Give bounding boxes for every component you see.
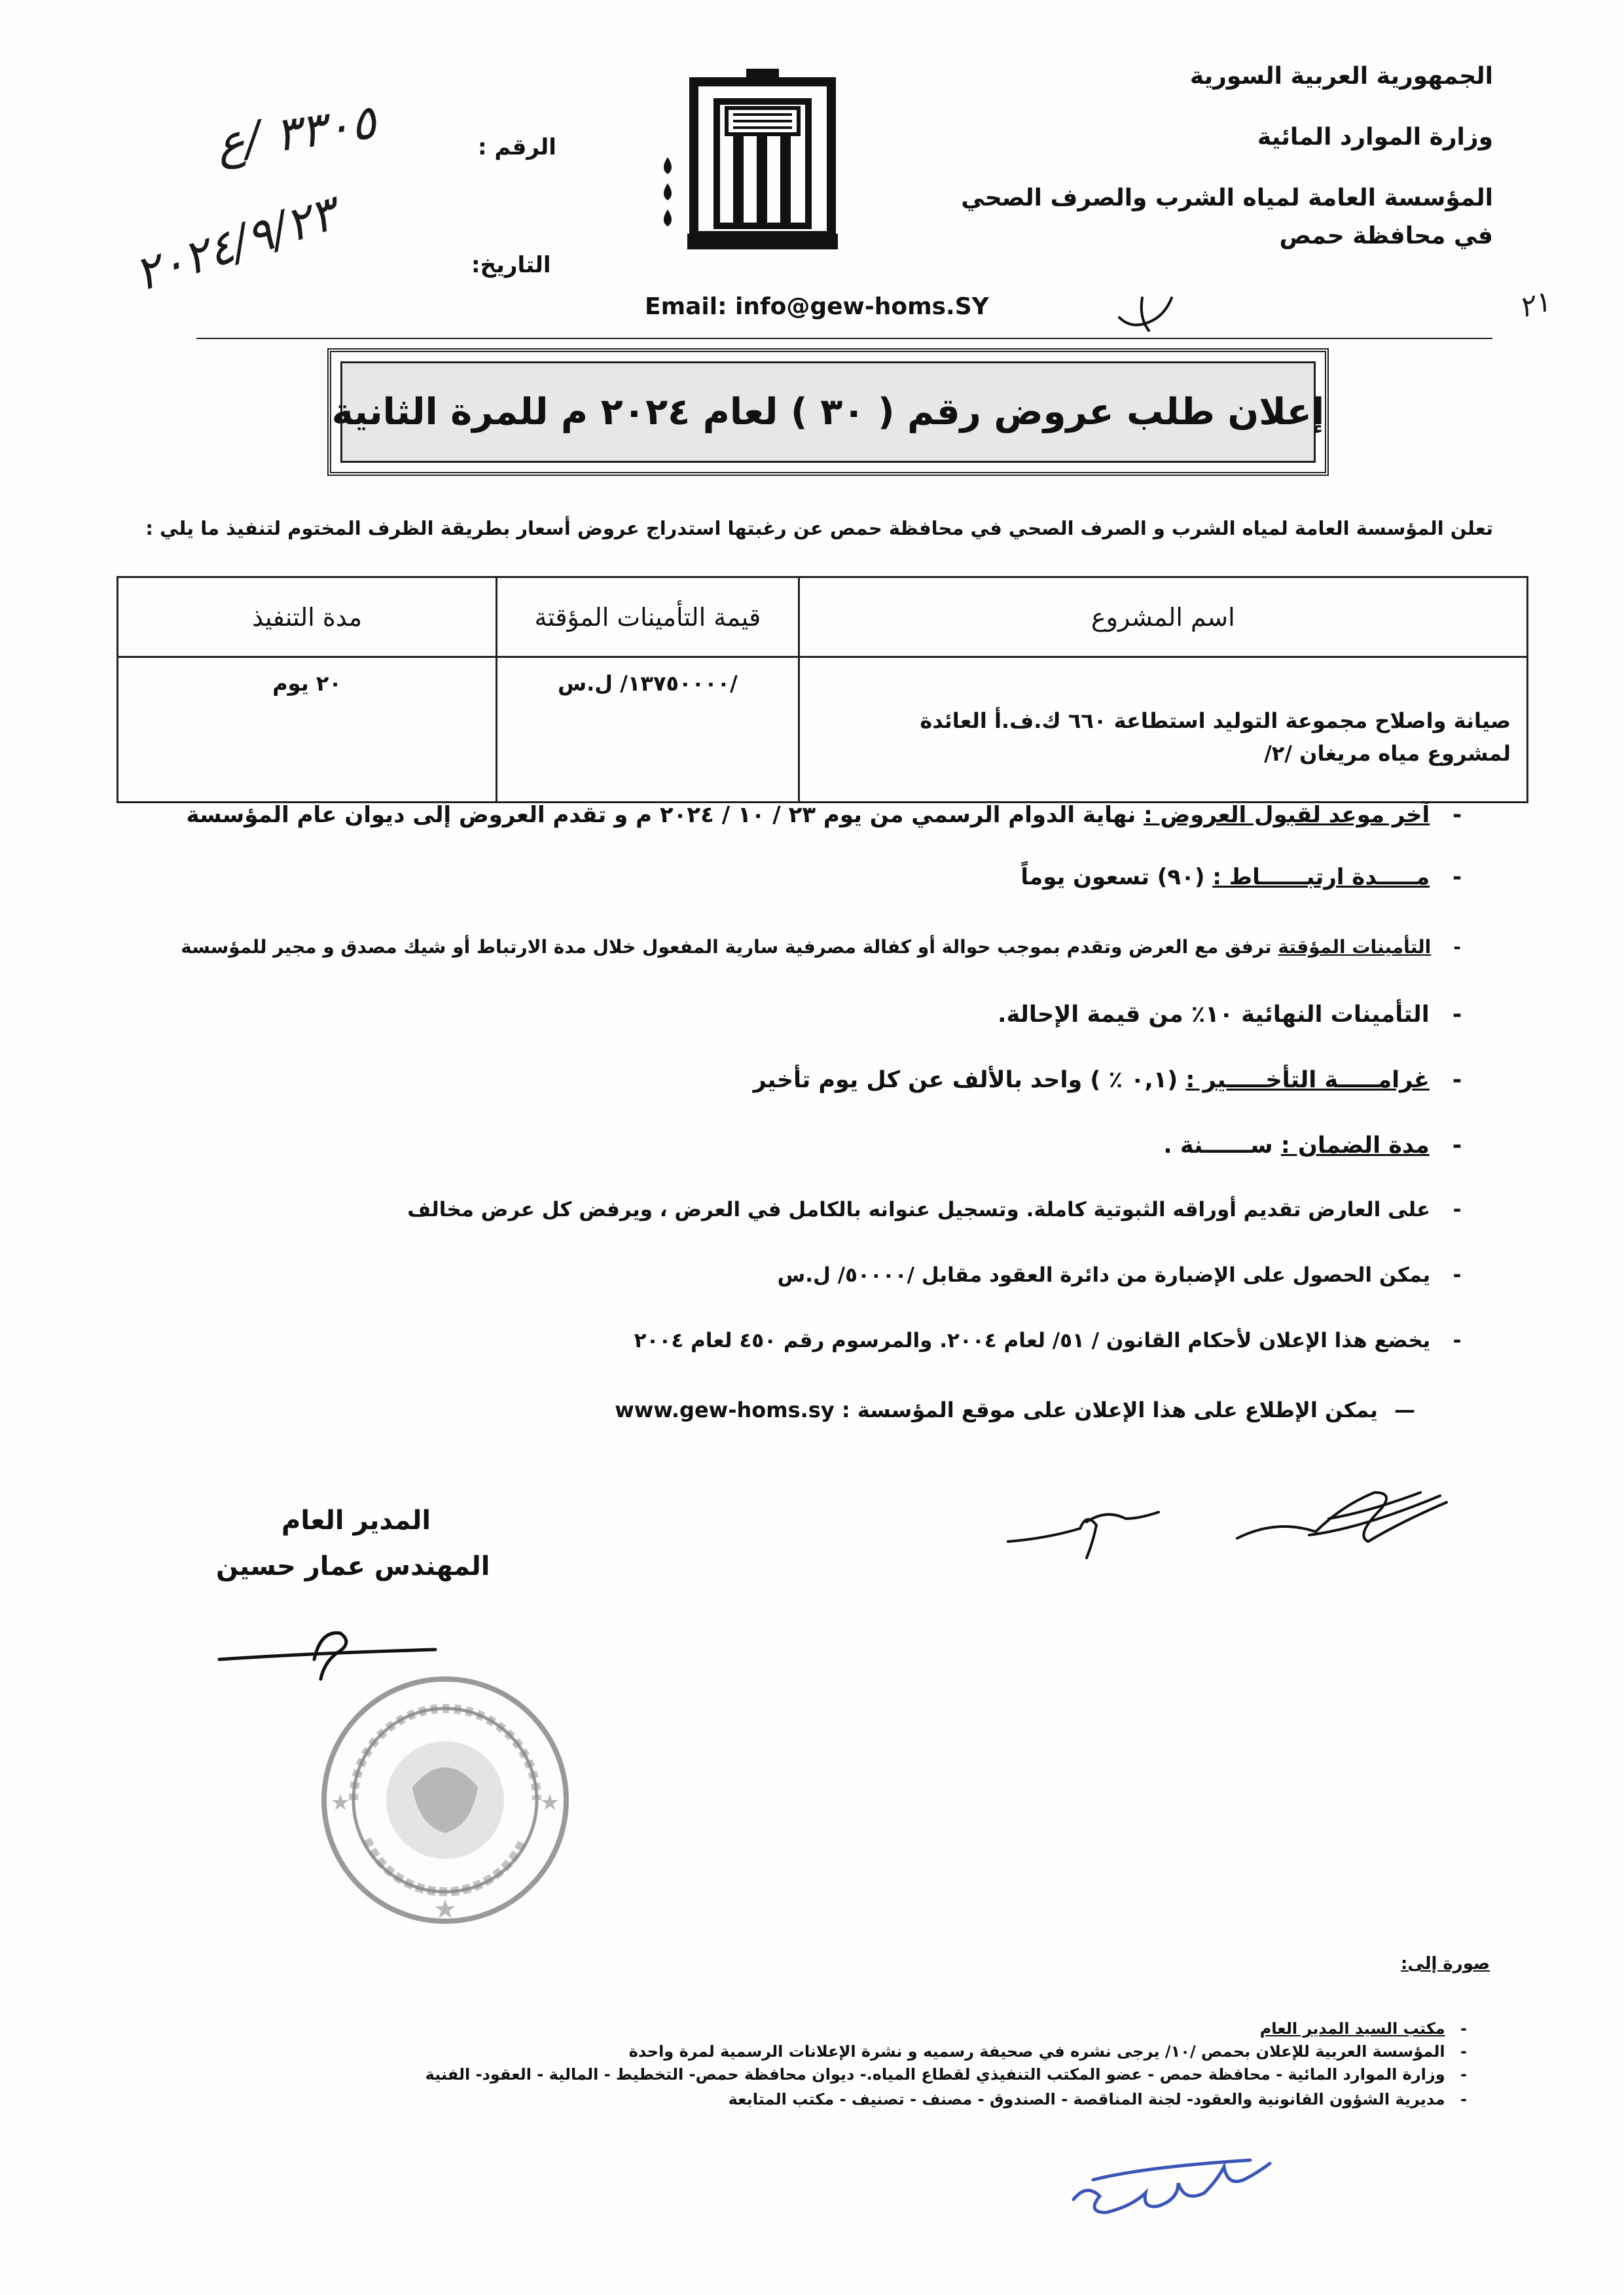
signatory-name: المهندس عمار حسين — [216, 1551, 490, 1581]
list-item — [729, 2090, 1477, 2108]
republic-name: الجمهورية العربية السورية — [1189, 63, 1493, 90]
commitment-label: مـــــدة ارتبــــــاط : — [1212, 864, 1430, 890]
list-item — [777, 1263, 1477, 1287]
svg-text:★: ★ — [330, 1790, 351, 1816]
bullet-dash: - — [1460, 2042, 1467, 2061]
delay-penalty-text: (٠,١ ٪ ) واحد بالألف عن كل يوم تأخير — [753, 1067, 1178, 1093]
bullet-dash: - — [1452, 864, 1462, 890]
announcement-title-inner — [331, 361, 1325, 463]
bullet-dash: — — [1394, 1398, 1415, 1422]
letterhead — [904, 62, 1493, 250]
email-address: Email: info@gew-homs.SY — [645, 293, 989, 320]
deadline-text: نهاية الدوام الرسمي من يوم ٢٣ / ١٠ / ٢٠٢٤ م و تقدم العروض إلى ديوان عام المؤسسة — [186, 802, 1136, 828]
bullet-dash: - — [1453, 1198, 1462, 1221]
announcement-title: إعلان طلب عروض رقم ( ٣٠ ) لعام ٢٠٢٤ م للمرة الثانية — [331, 391, 1325, 433]
list-item — [1163, 1132, 1477, 1159]
list-item — [634, 1329, 1477, 1352]
final-insurance-text: التأمينات النهائية ١٠٪ من قيمة الإحالة. — [998, 1002, 1430, 1028]
bullet-dash: - — [1453, 936, 1461, 958]
copy-recipient: مكتب السيد المدير العام — [1259, 2019, 1445, 2038]
bullet-dash: - — [1460, 2090, 1467, 2108]
bullet-dash: - — [1453, 1329, 1462, 1352]
signature-scribble-right — [1231, 1473, 1492, 1558]
handwritten-signature-blue — [1067, 2154, 1290, 2226]
ministry-name: وزارة الموارد المائية — [1257, 124, 1493, 151]
deadline-label: آخر موعد لقبول العروض : — [1144, 802, 1430, 828]
warranty-text: ســــــنة . — [1163, 1132, 1273, 1159]
header-project-name: اسم المشروع — [799, 577, 1527, 657]
delay-penalty-label: غرامـــــة التأخـــــير : — [1185, 1067, 1430, 1093]
cell-execution-duration: ٢٠ يوم — [118, 657, 497, 803]
website-link[interactable]: www.gew-homs.sy — [615, 1398, 835, 1422]
bullet-dash: - — [1452, 802, 1462, 828]
list-item — [1020, 864, 1477, 890]
svg-text:★: ★ — [433, 1894, 457, 1925]
bullet-dash: - — [1460, 2065, 1467, 2084]
reference-number-handwritten: ٣٣٠٥ /ع — [213, 94, 380, 171]
header-temp-insurance: قيمة التأمينات المؤقتة — [497, 577, 799, 657]
commitment-text: (٩٠) تسعون يوماً — [1020, 864, 1205, 890]
temp-insurance-label: التأمينات المؤقتة — [1278, 936, 1432, 958]
project-name-line-2: لمشروع مياه مريغان /٢/ — [1264, 740, 1511, 766]
list-item — [1260, 2019, 1477, 2038]
establishment-logo — [648, 62, 864, 259]
announcement-title-box — [327, 348, 1329, 476]
establishment-name: المؤسسة العامة لمياه الشرب والصرف الصحي — [961, 185, 1493, 212]
signature-scribble-middle — [1001, 1496, 1165, 1568]
table-header-row — [118, 577, 1528, 657]
documents-text: على العارض تقديم أوراقه الثبوتية كاملة. وتسجيل عنوانه بالكامل في العرض ، ويرفض كل عرض مخالف — [407, 1198, 1431, 1221]
list-item — [629, 2042, 1477, 2061]
header-rule — [196, 338, 1492, 339]
copy-recipient: مديرية الشؤون القانونية والعقود- لجنة المناقصة - الصندوق - مصنف - تصنيف - مكتب المتابعة — [728, 2090, 1445, 2108]
official-stamp — [314, 1669, 576, 1931]
website-text: يمكن الإطلاع على هذا الإعلان على موقع المؤسسة : — [841, 1398, 1378, 1422]
list-item — [181, 936, 1477, 958]
date-label: التاريخ: — [471, 252, 551, 278]
list-item — [615, 1398, 1424, 1422]
list-item — [425, 2065, 1477, 2084]
handwritten-mark — [1106, 291, 1185, 337]
cell-temp-insurance: /١٣٧٥٠٠٠٠/ ل.س — [497, 657, 799, 803]
bullet-dash: - — [1452, 1132, 1462, 1159]
svg-text:★: ★ — [539, 1790, 560, 1816]
intro-paragraph: تعلن المؤسسة العامة لمياه الشرب و الصرف الصحي في محافظة حمص عن رغبتها استدراج عروض أسعار بطريقة الظرف المختوم لتنفيذ ما يلي : — [145, 517, 1493, 539]
table-row — [118, 657, 1528, 803]
warranty-label: مدة الضمان : — [1280, 1132, 1430, 1159]
bullet-dash: - — [1452, 1067, 1462, 1093]
law-text: يخضع هذا الإعلان لأحكام القانون / ٥١/ لعام ٢٠٠٤. والمرسوم رقم ٤٥٠ لعام ٢٠٠٤ — [634, 1329, 1431, 1352]
tender-table — [117, 576, 1528, 803]
date-handwritten: ٢٠٢٤/٩/٢٣ — [127, 185, 344, 302]
reference-label: الرقم : — [478, 134, 556, 160]
project-name-line-1: صيانة واصلاح مجموعة التوليد استطاعة ٦٦٠ ك.ف.أ العائدة — [920, 708, 1511, 733]
list-item — [407, 1198, 1477, 1221]
copy-recipient: المؤسسة العربية للإعلان بحمص /١٠/ يرجى نشره في صحيفة رسميه و نشرة الإعلانات الرسمية لمرة واحدة — [628, 2042, 1445, 2061]
cell-project-name — [799, 657, 1527, 803]
governorate-name: في محافظة حمص — [1279, 222, 1493, 249]
bullet-dash: - — [1453, 1263, 1462, 1287]
signatory-title: المدير العام — [281, 1506, 431, 1536]
header-execution-duration: مدة التنفيذ — [118, 577, 497, 657]
temp-insurance-text: ترفق مع العرض وتقدم بموجب حوالة أو كفالة مصرفية سارية المفعول خلال مدة الارتباط أو شيك مصدق و مجير للمؤسسة — [181, 936, 1272, 958]
list-item — [187, 802, 1477, 828]
dossier-text: يمكن الحصول على الإضبارة من دائرة العقود مقابل /٥٠٠٠٠/ ل.س — [777, 1263, 1431, 1287]
copies-heading: صورة إلى: — [1401, 1954, 1490, 1974]
bullet-dash: - — [1460, 2019, 1467, 2038]
copy-recipient: وزارة الموارد المائية - محافظة حمص - عضو المكتب التنفيذي لقطاع المياه.- ديوان محافظة حمص- التخطيط - المالية - العقود- الفنية — [425, 2065, 1445, 2084]
margin-number-handwritten: ٢١ — [1515, 284, 1554, 325]
list-item — [998, 1002, 1477, 1028]
bullet-dash: - — [1452, 1002, 1462, 1028]
list-item — [753, 1067, 1477, 1093]
